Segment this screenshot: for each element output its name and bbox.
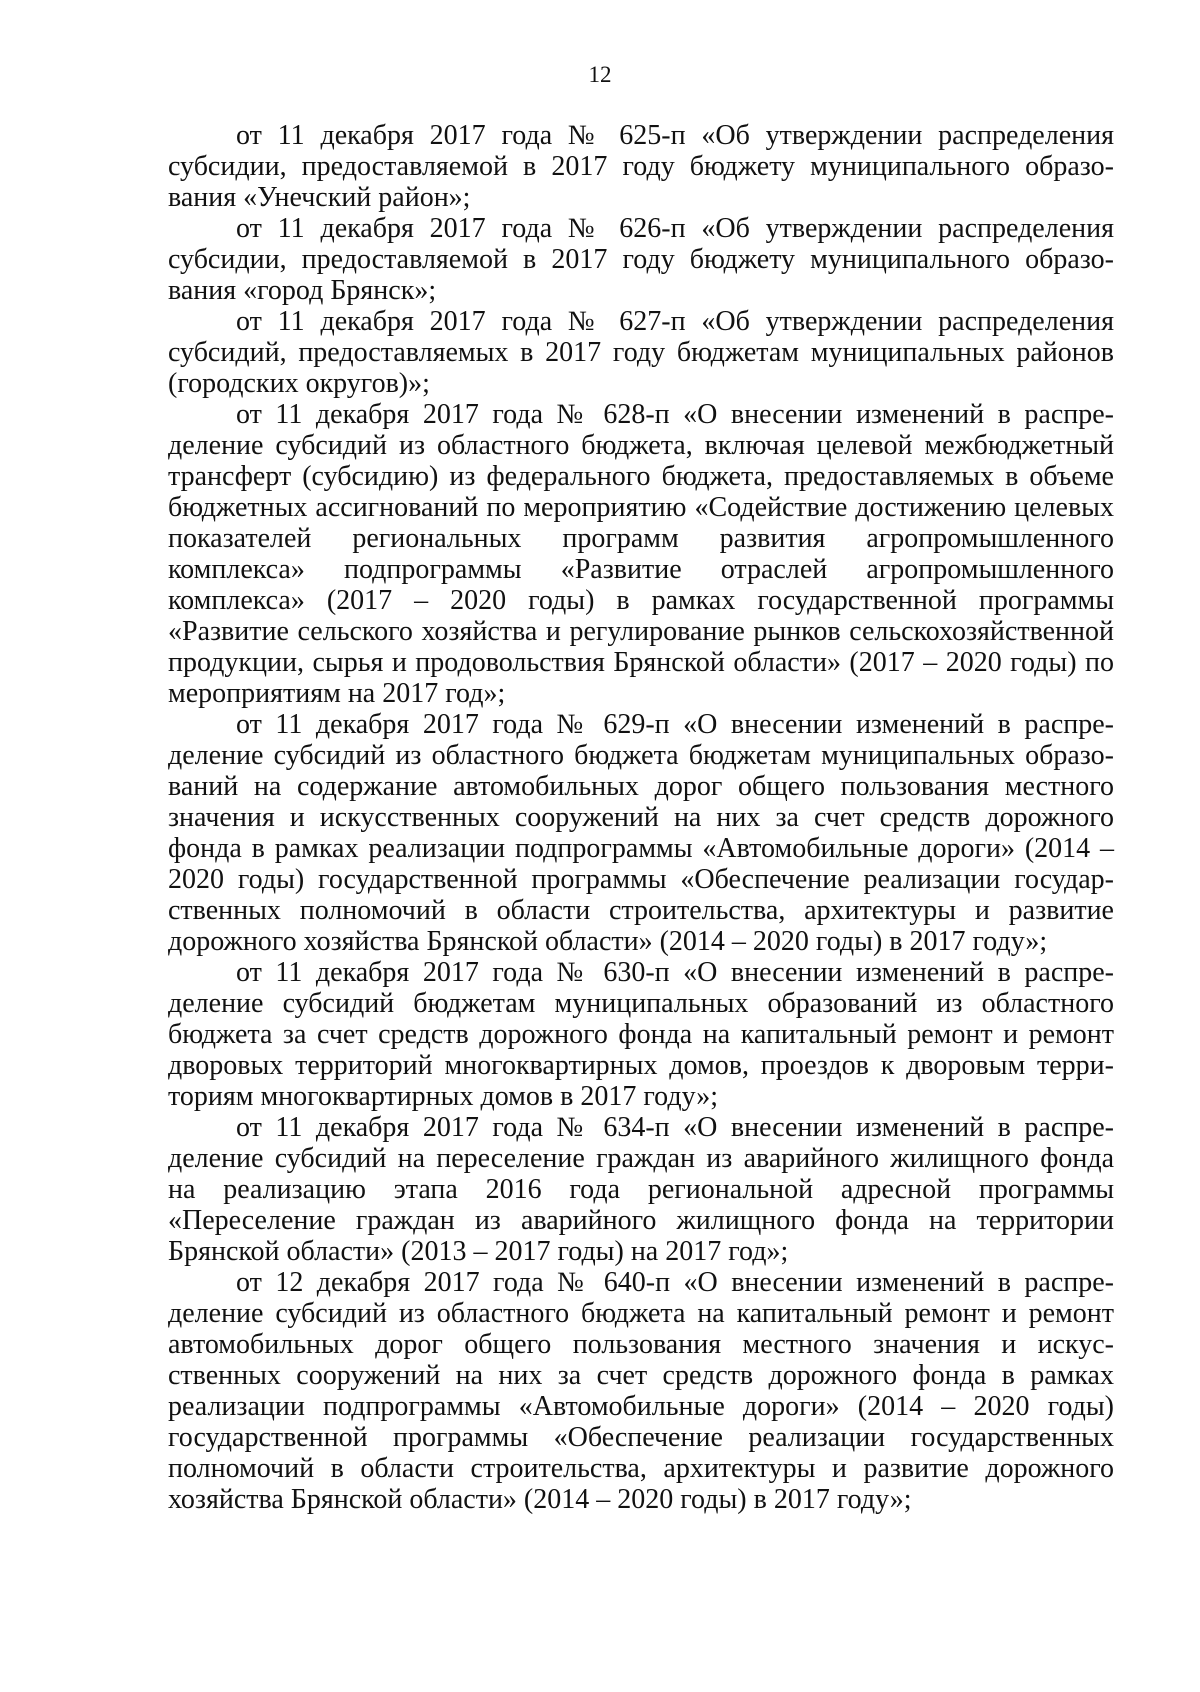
page-number: 12 [588,62,612,87]
paragraph-decree-626: от 11 декабря 2017 года № 626-п «Об утверждении распределения субсидии, предоставляемой в 2017 году бюджету муниципального образования «город Брянск»; [168,213,1114,306]
paragraph-decree-627: от 11 декабря 2017 года № 627-п «Об утверждении распределения субсидий, предоставляемых в 2017 году бюджетам муниципальных районов (городских округов)»; [168,306,1114,399]
paragraph-decree-640: от 12 декабря 2017 года № 640-п «О внесении изменений в распределение субсидий из областного бюджета на капитальный ремонт и ремонт автомобильных дорог общего пользования местного значения и искусственных сооружений на них за счет средств дорожного фонда в рамках реализации подпрограммы «Автомобильные дороги» (2014 – 2020 годы) государственной программы «Обеспечение реализации государственных полномочий в области строительства, архитектуры и развитие дорожного хозяйства Брянской области» (2014 – 2020 годы) в 2017 году»; [168,1267,1114,1515]
paragraph-decree-628: от 11 декабря 2017 года № 628-п «О внесении изменений в распределение субсидий из областного бюджета, включая целевой межбюджетный трансферт (субсидию) из федерального бюджета, предоставляемых в объеме бюджетных ассигнований по мероприятию «Содействие достижению целевых показателей региональных программ развития агропромышленного комплекса» подпрограммы «Развитие отраслей агропромышленного комплекса» (2017 – 2020 годы) в рамках государственной программы «Развитие сельского хозяйства и регулирование рынков сельскохозяйственной продукции, сырья и продовольствия Брянской области» (2017 – 2020 годы) по мероприятиям на 2017 год»; [168,399,1114,709]
paragraph-decree-629: от 11 декабря 2017 года № 629-п «О внесении изменений в распределение субсидий из областного бюджета бюджетам муниципальных образований на содержание автомобильных дорог общего пользования местного значения и искусственных сооружений на них за счет средств дорожного фонда в рамках реализации подпрограммы «Автомобильные дороги» (2014 – 2020 годы) государственной программы «Обеспечение реализации государственных полномочий в области строительства, архитектуры и развитие дорожного хозяйства Брянской области» (2014 – 2020 годы) в 2017 году»; [168,709,1114,957]
paragraph-decree-625: от 11 декабря 2017 года № 625-п «Об утверждении распределения субсидии, предоставляемой в 2017 году бюджету муниципального образования «Унечский район»; [168,120,1114,213]
paragraph-decree-630: от 11 декабря 2017 года № 630-п «О внесении изменений в распределение субсидий бюджетам муниципальных образований из областного бюджета за счет средств дорожного фонда на капитальный ремонт и ремонт дворовых территорий многоквартирных домов, проездов к дворовым территориям многоквартирных домов в 2017 году»; [168,957,1114,1112]
document-body [168,120,1114,1515]
paragraph-decree-634: от 11 декабря 2017 года № 634-п «О внесении изменений в распределение субсидий на переселение граждан из аварийного жилищного фонда на реализацию этапа 2016 года региональной адресной программы «Переселение граждан из аварийного жилищного фонда на территории Брянской области» (2013 – 2017 годы) на 2017 год»; [168,1112,1114,1267]
